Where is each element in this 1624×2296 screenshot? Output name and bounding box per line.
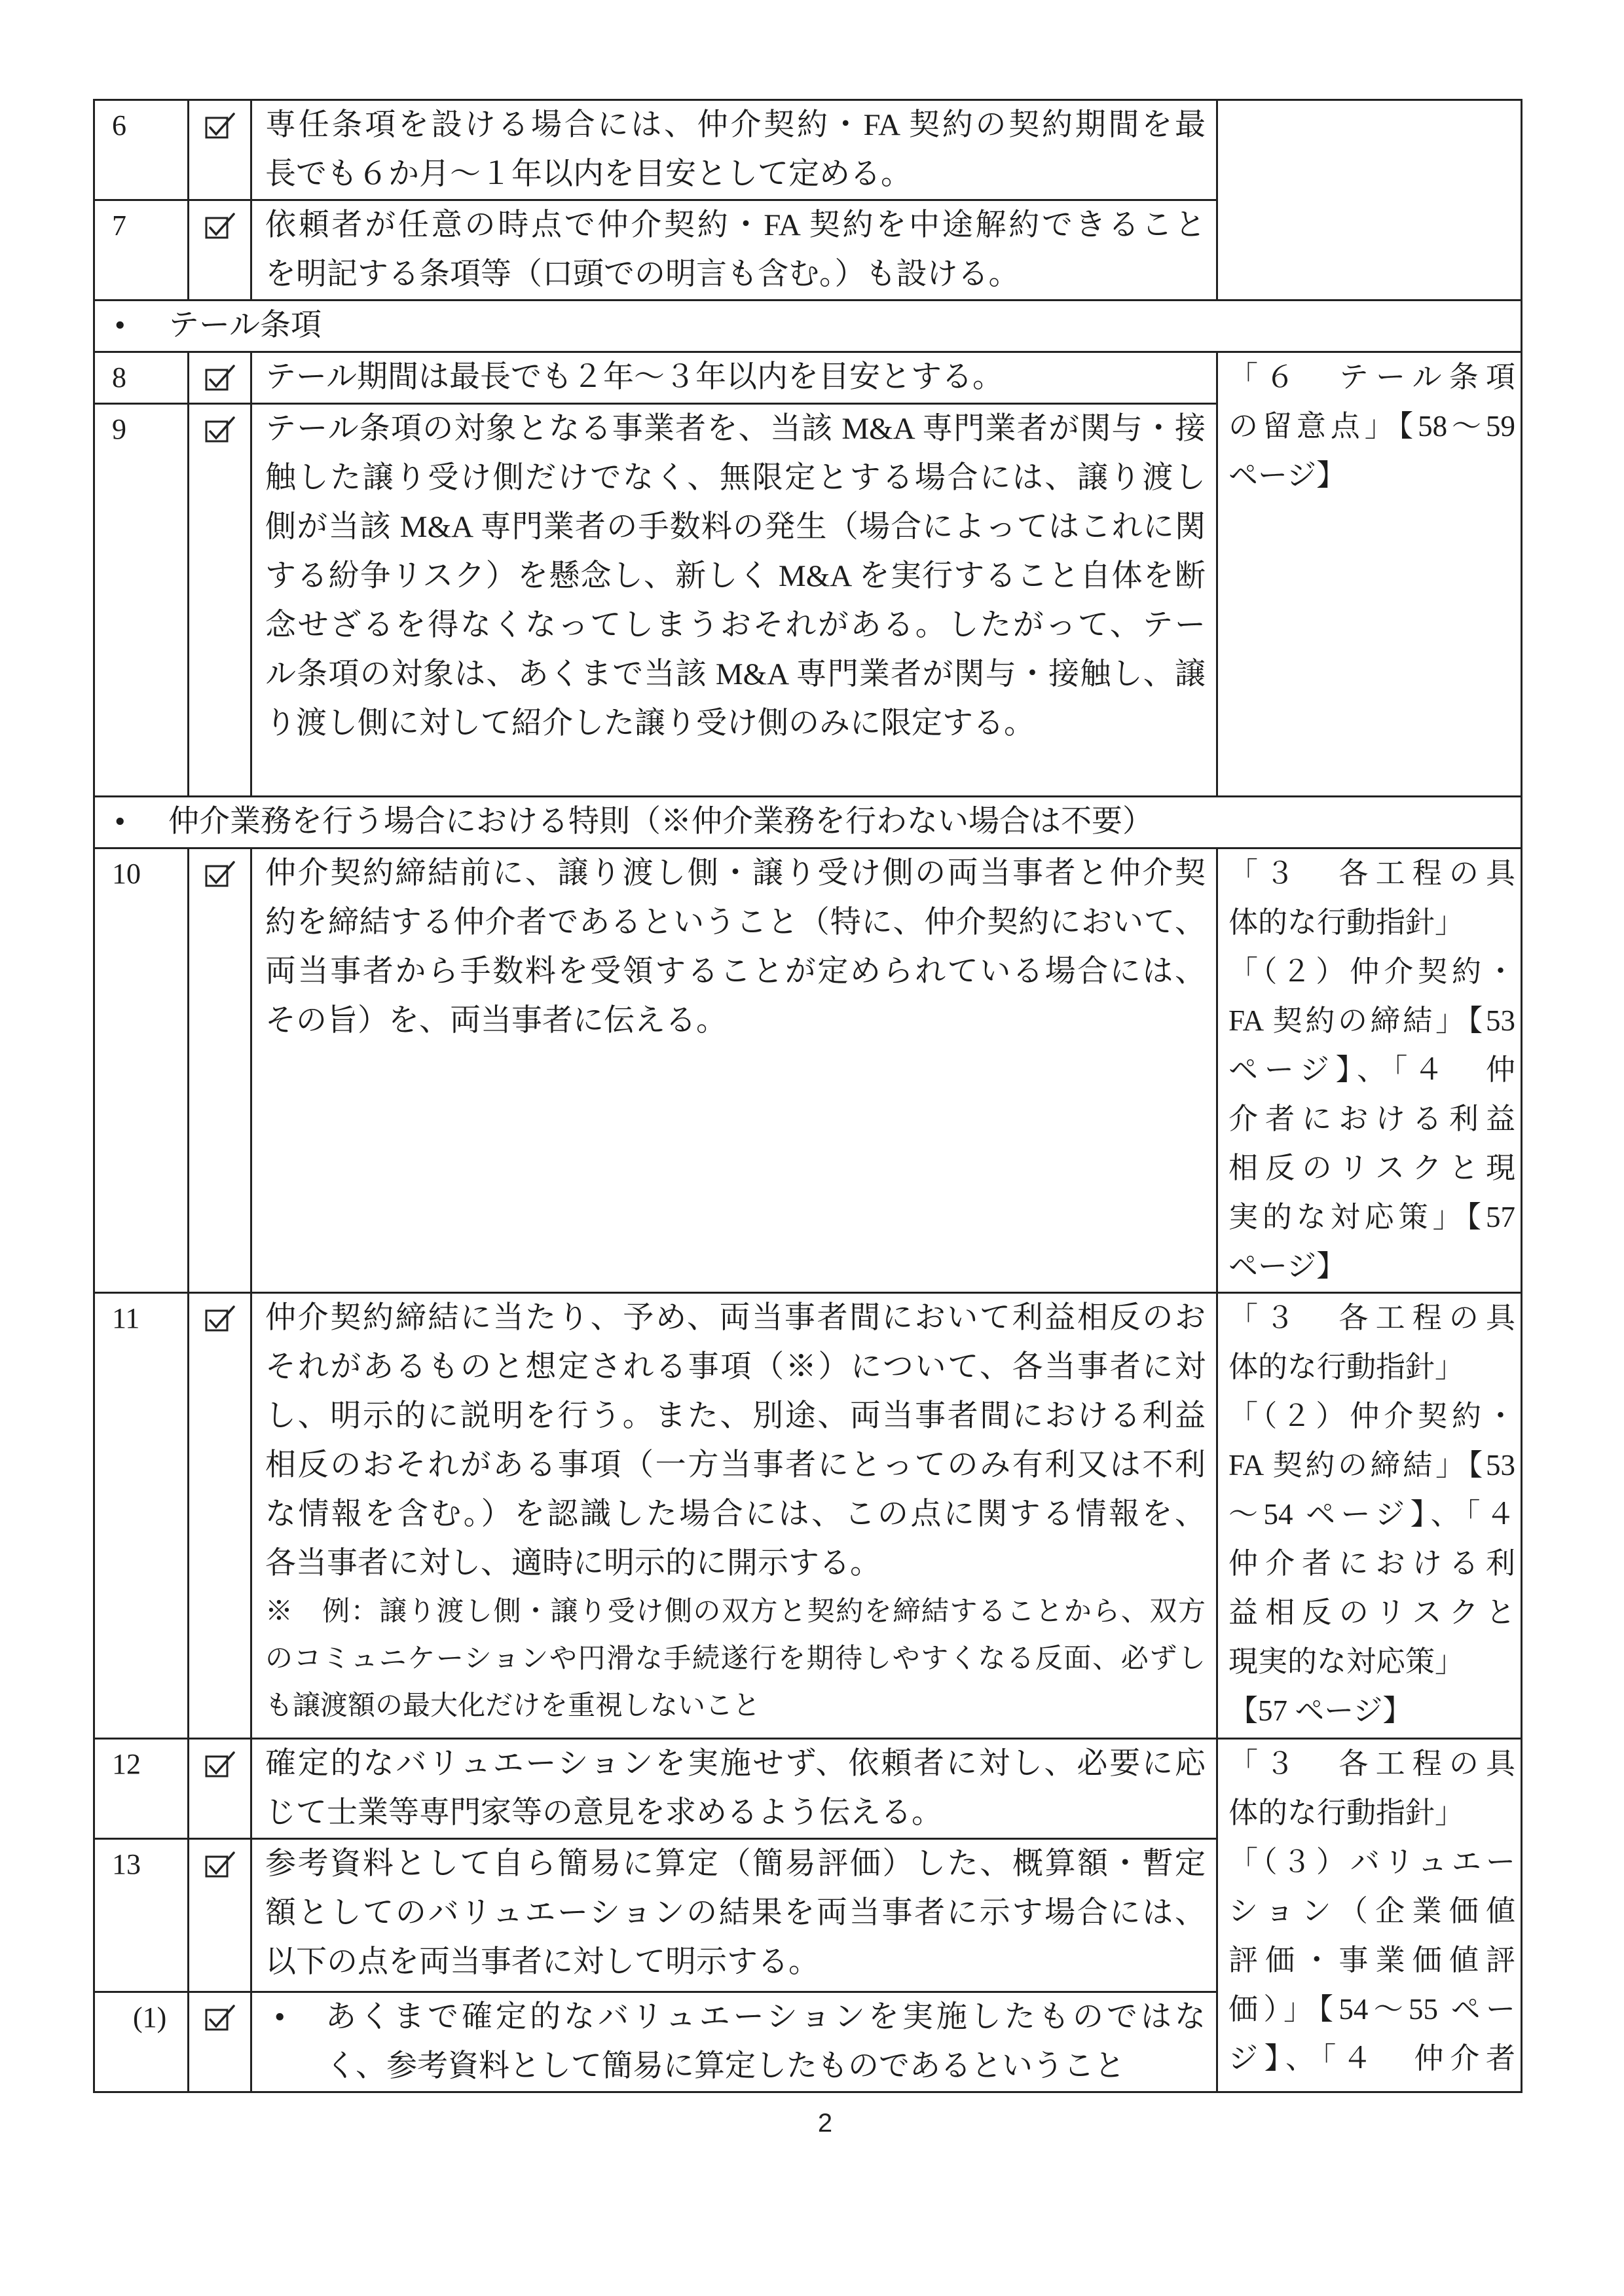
checklist-row-12	[94, 1739, 1522, 1839]
footnote-line: ※ 例：譲り渡し側・譲り受け側の双方と契約を締結することから、双方	[265, 1597, 1206, 1627]
checklist-row-8	[94, 352, 1522, 404]
reference-line: 【57 ページ】	[1228, 1694, 1412, 1727]
text-line: する紛争リスク）を懸念し、新しく M&A を実行すること自体を断	[265, 559, 1206, 593]
text-line: 長でも６か月～１年以内を目安として定める。	[265, 157, 912, 191]
reference-line: ページ】、「４ 仲	[1228, 1053, 1515, 1086]
text-line: その旨）を、両当事者に伝える。	[265, 1004, 727, 1038]
checklist-table	[93, 99, 1522, 2093]
checklist-row-10	[94, 848, 1522, 1293]
item-text	[251, 848, 1217, 1293]
section-title: テール条項	[168, 308, 322, 342]
item-text	[251, 1739, 1217, 1839]
reference-line: 「（２）仲介契約・	[1228, 1400, 1515, 1432]
text-line: 仲介契約締結前に、譲り渡し側・譲り受け側の両当事者と仲介契	[265, 856, 1206, 890]
reference-cell-empty	[1217, 100, 1522, 301]
text-line: あくまで確定的なバリュエーションを実施したものではな	[325, 2000, 1206, 2034]
item-number: 8	[94, 352, 189, 404]
checkbox-icon	[204, 858, 236, 888]
text-line: じて士業等専門家等の意見を求めるよう伝える。	[265, 1796, 942, 1830]
text-line: な情報を含む。）を認識した場合には、この点に関する情報を、	[265, 1497, 1206, 1531]
reference-line: FA 契約の締結」【53	[1228, 1004, 1515, 1037]
item-number: 9	[94, 404, 189, 797]
item-number: 10	[94, 848, 189, 1293]
text-line: テール期間は最長でも２年～３年以内を目安とする。	[265, 360, 1004, 394]
text-line: 相反のおそれがある事項（一方当事者にとってのみ有利又は不利	[265, 1448, 1206, 1482]
text-line: 確定的なバリュエーションを実施せず、依頼者に対し、必要に応	[265, 1747, 1206, 1781]
checkbox-icon	[204, 210, 236, 240]
text-line: 参考資料として自ら簡易に算定（簡易評価）した、概算額・暫定	[265, 1847, 1206, 1881]
reference-cell	[1217, 848, 1522, 1293]
checkbox[interactable]	[189, 404, 251, 797]
text-line: 約を締結する仲介者であるということ（特に、仲介契約において、	[265, 905, 1206, 939]
bullet-item	[265, 1993, 1206, 2091]
text-line: を明記する条項等（口頭での明言も含む。）も設ける。	[265, 257, 1020, 291]
text-line: それがあるものと想定される事項（※）について、各当事者に対	[265, 1350, 1206, 1384]
section-header-tail-clause	[94, 301, 1522, 352]
item-number: 7	[94, 200, 189, 301]
reference-line: ジ】、「４ 仲介者	[1228, 2042, 1515, 2075]
reference-line: 「６ テール条項	[1228, 361, 1515, 393]
footnote-line: のコミュニケーションや円滑な手続遂行を期待しやすくなる反面、必ずし	[265, 1644, 1206, 1674]
reference-line: ～54 ページ】、「４	[1228, 1498, 1515, 1531]
reference-line: 相反のリスクと現	[1228, 1152, 1515, 1184]
checkbox-icon	[204, 1849, 236, 1879]
text-line: り渡し側に対して紹介した譲り受け側のみに限定する。	[265, 706, 1035, 740]
text-line: 専任条項を設ける場合には、仲介契約・FA 契約の契約期間を最	[265, 108, 1206, 142]
reference-line: 体的な行動指針」	[1228, 1796, 1465, 1829]
reference-line: 益相反のリスクと	[1228, 1596, 1515, 1629]
checkbox[interactable]	[189, 1992, 251, 2092]
text-line: 以下の点を両当事者に対して明示する。	[265, 1945, 819, 1979]
item-number: 13	[94, 1839, 189, 1992]
bullet: •	[274, 2000, 286, 2034]
reference-line: FA 契約の締結」【53	[1228, 1449, 1515, 1482]
text-line: し、明示的に説明を行う。また、別途、両当事者間における利益	[265, 1399, 1206, 1433]
reference-line: 介者における利益	[1228, 1102, 1515, 1135]
text-line: テール条項の対象となる事業者を、当該 M&A 専門業者が関与・接	[265, 412, 1206, 446]
item-text	[251, 1839, 1217, 1992]
item-text	[251, 352, 1217, 404]
checkbox-icon	[204, 2002, 236, 2032]
item-text	[251, 100, 1217, 200]
checkbox[interactable]	[189, 100, 251, 200]
item-text	[251, 200, 1217, 301]
reference-line: 「３ 各工程の具	[1228, 857, 1515, 890]
reference-cell	[1217, 1293, 1522, 1739]
item-number: 6	[94, 100, 189, 200]
text-line: 依頼者が任意の時点で仲介契約・FA 契約を中途解約できること	[265, 208, 1206, 242]
item-text	[251, 1293, 1217, 1739]
text-line: 触した譲り受け側だけでなく、無限定とする場合には、譲り渡し	[265, 461, 1206, 495]
item-text	[251, 404, 1217, 797]
item-number: 11	[94, 1293, 189, 1739]
reference-line: 「（３）バリュエー	[1228, 1846, 1515, 1878]
reference-line: 「３ 各工程の具	[1228, 1747, 1515, 1780]
reference-line: 「３ 各工程の具	[1228, 1302, 1515, 1334]
reference-line: ページ】	[1228, 459, 1346, 492]
checklist-row-11	[94, 1293, 1522, 1739]
text-line: 額としてのバリュエーションの結果を両当事者に示す場合には、	[265, 1896, 1206, 1930]
checkbox[interactable]	[189, 1739, 251, 1839]
checkbox[interactable]	[189, 1293, 251, 1739]
checkbox-icon	[204, 110, 236, 140]
text-line: 念せざるを得なくなってしまうおそれがある。したがって、テー	[265, 608, 1206, 642]
checkbox-icon	[204, 1303, 236, 1333]
footnote-line: も譲渡額の最大化だけを重視しないこと	[265, 1691, 761, 1721]
reference-line: 「（２）仲介契約・	[1228, 955, 1515, 988]
reference-line: 体的な行動指針」	[1228, 1351, 1465, 1383]
checkbox-icon	[204, 414, 236, 444]
text-line: 側が当該 M&A 専門業者の手数料の発生（場合によってはこれに関	[265, 510, 1206, 544]
reference-cell	[1217, 352, 1522, 797]
checkbox[interactable]	[189, 848, 251, 1293]
bullet: •	[115, 805, 126, 839]
section-title: 仲介業務を行う場合における特則（※仲介業務を行わない場合は不要）	[168, 805, 1153, 839]
checkbox[interactable]	[189, 352, 251, 404]
reference-line: ション（企業価値	[1228, 1895, 1515, 1927]
reference-line: 現実的な対応策」	[1228, 1645, 1465, 1678]
section-header-brokerage-rules	[94, 797, 1522, 848]
checkbox-icon	[204, 362, 236, 392]
reference-line: 評価・事業価値評	[1228, 1944, 1515, 1977]
checkbox-icon	[204, 1749, 236, 1779]
item-number: 12	[94, 1739, 189, 1839]
bullet: •	[115, 308, 126, 342]
sub-item-number: (1)	[94, 1992, 189, 2092]
reference-line: ページ】	[1228, 1250, 1346, 1283]
text-line: く、参考資料として簡易に算定したものであるということ	[325, 2049, 1126, 2083]
page-number: 2	[817, 2109, 833, 2138]
item-text	[251, 1992, 1217, 2092]
section-header	[94, 797, 1522, 848]
checkbox[interactable]	[189, 1839, 251, 1992]
checklist-row-6	[94, 100, 1522, 200]
text-line: 仲介契約締結に当たり、予め、両当事者間において利益相反のお	[265, 1301, 1206, 1335]
text-line: 各当事者に対し、適時に明示的に開示する。	[265, 1546, 881, 1580]
reference-line: 実的な対応策」【57	[1228, 1201, 1515, 1233]
text-line: ル条項の対象は、あくまで当該 M&A 専門業者が関与・接触し、譲	[265, 657, 1206, 691]
reference-line: 仲介者における利	[1228, 1547, 1515, 1580]
checkbox[interactable]	[189, 200, 251, 301]
footnote	[265, 1588, 1206, 1730]
reference-line: 価）」【54～55 ペー	[1228, 1993, 1515, 2026]
reference-cell	[1217, 1739, 1522, 2092]
reference-line: の留意点」【58～59	[1228, 410, 1515, 443]
reference-line: 体的な行動指針」	[1228, 906, 1465, 939]
text-line: 両当事者から手数料を受領することが定められている場合には、	[265, 955, 1206, 989]
section-header	[94, 301, 1522, 352]
